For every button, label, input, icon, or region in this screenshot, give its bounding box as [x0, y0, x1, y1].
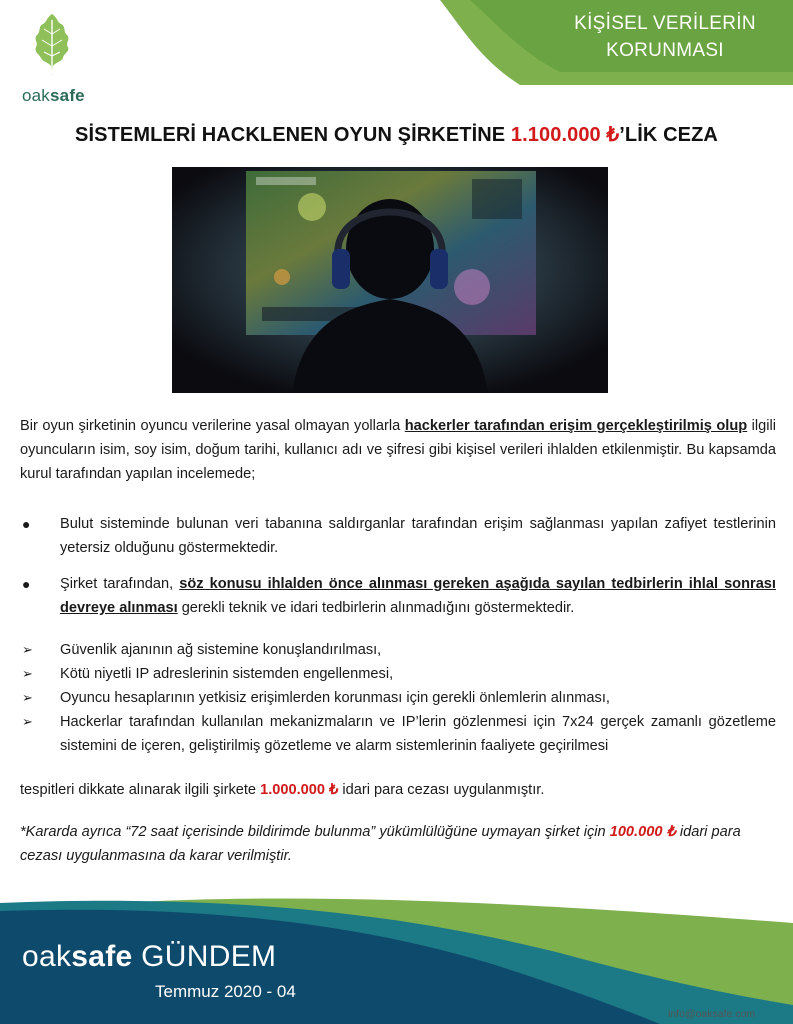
- oaksafe-logo: [22, 10, 85, 110]
- logo-text: oaksafe: [22, 86, 85, 105]
- article-body: [20, 414, 776, 868]
- findings-list: [20, 512, 776, 620]
- page-title: SİSTEMLERİ HACKLENEN OYUN ŞİRKETİNE 1.100.000 ₺’LİK CEZA: [75, 124, 718, 146]
- list-item: ➢ Oyuncu hesaplarının yetkisiz erişimlerden korunması için gerekli önlemlerin alınması,: [20, 686, 776, 710]
- arrow-icon: ➢: [22, 666, 33, 681]
- list-item: ● Bulut sisteminde bulunan veri tabanına saldırganlar tarafından erişim sağlanması yapılan zafiyet testlerinin yetersiz olduğunu göstermektedir.: [20, 512, 776, 560]
- note-paragraph: *Kararda ayrıca “72 saat içerisinde bildirimde bulunma” yükümlülüğüne uymayan şirket için 100.000 ₺ idari para cezası uygulanmasına da karar verilmiştir.: [20, 824, 741, 864]
- bullet-icon: ●: [22, 576, 31, 592]
- footer-date: Temmuz 2020 - 04: [155, 982, 296, 1001]
- footer-brand: oaksafe GÜNDEM: [22, 940, 277, 973]
- arrow-icon: ➢: [22, 642, 33, 657]
- list-item: ➢ Hackerlar tarafından kullanılan mekanizmaların ve IP’lerin gözlenmesi için 7x24 gerçek zamanlı gözetleme sistemini de içeren, geliştirilmiş gözetleme ve alarm sistemlerinin faaliyete geçirilmesi: [20, 710, 776, 758]
- list-item: ● Şirket tarafından, söz konusu ihlalden önce alınması gereken aşağıda sayılan tedbirlerin ihlal sonrası devreye alınması gerekli teknik ve idari tedbirlerin alınmadığını göstermektedir.: [20, 572, 776, 620]
- bullet-icon: ●: [22, 516, 31, 532]
- section-title: KİŞİSEL VERİLERİN KORUNMASI: [574, 13, 756, 61]
- measures-list: [20, 638, 776, 758]
- oak-leaf-icon: [30, 10, 74, 80]
- list-item: ➢ Kötü niyetli IP adreslerinin sistemden engellenmesi,: [20, 662, 776, 686]
- arrow-icon: ➢: [22, 690, 33, 705]
- result-paragraph: tespitleri dikkate alınarak ilgili şirkete 1.000.000 ₺ idari para cezası uygulanmıştır.: [20, 782, 545, 798]
- arrow-icon: ➢: [22, 714, 33, 729]
- intro-paragraph: Bir oyun şirketinin oyuncu verilerine yasal olmayan yollarla hackerler tarafından erişim gerçekleştirilmiş olup ilgili oyuncuların isim, soy isim, doğum tarihi, kullanıcı adı ve şifresi gibi kişisel verileri ihlalden etkilenmiştir. Bu kapsamda kurul tarafından yapılan incelemede;: [20, 418, 776, 482]
- gamer-photo: [172, 167, 608, 393]
- list-item: ➢ Güvenlik ajanının ağ sistemine konuşlandırılması,: [20, 638, 776, 662]
- footer-email-link[interactable]: info@oaksafe.com: [668, 1008, 756, 1020]
